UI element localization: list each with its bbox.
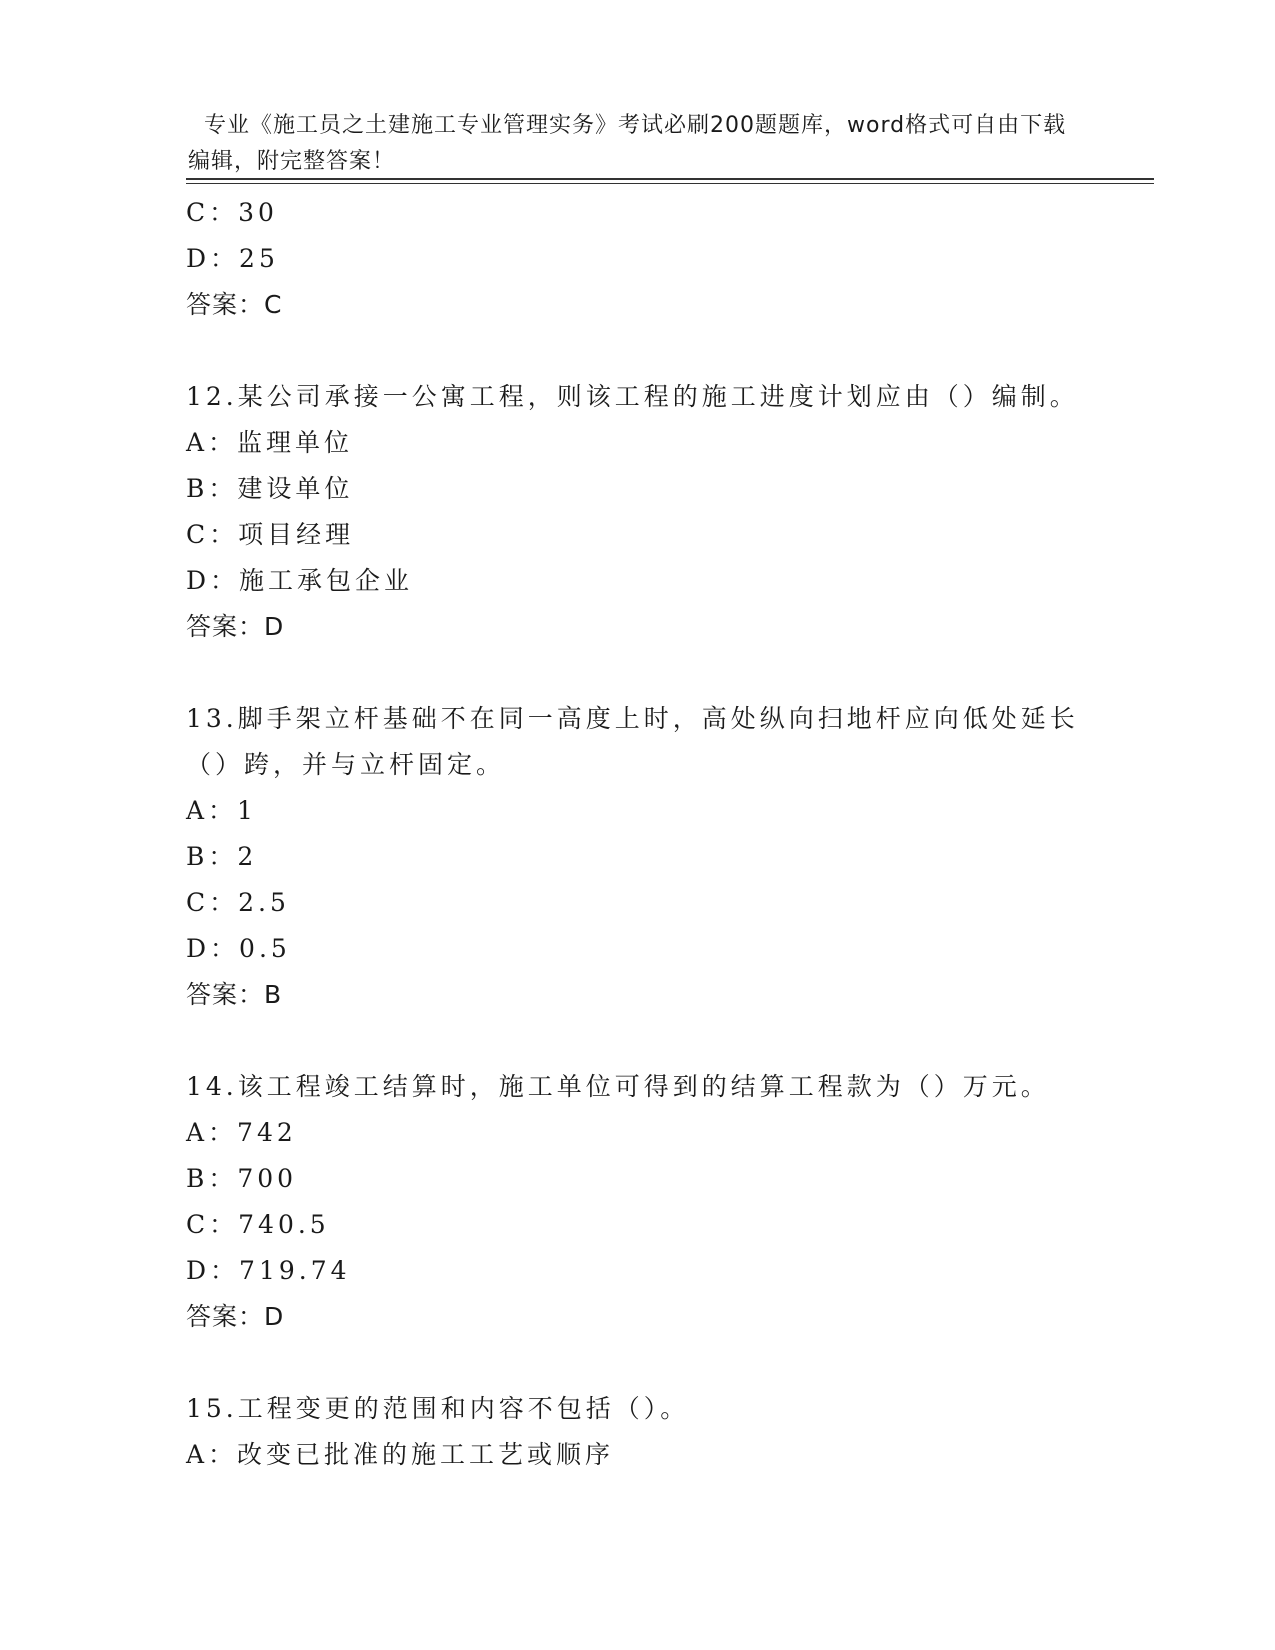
question-stem: 12.某公司承接一公寓工程，则该工程的施工进度计划应由（）编制。: [186, 382, 1079, 411]
option-d: D：0.5: [186, 934, 291, 963]
question-content: [186, 190, 1086, 1478]
question-15: [186, 1386, 1086, 1478]
header-divider-thick: [186, 178, 1154, 180]
option-a: A：742: [186, 1118, 297, 1147]
option-c: C：项目经理: [186, 520, 355, 549]
option-c: C：740.5: [186, 1210, 330, 1239]
question-stem: 14.该工程竣工结算时，施工单位可得到的结算工程款为（）万元。: [186, 1072, 1050, 1101]
option-b: B：建设单位: [186, 474, 354, 503]
option-d: D：施工承包企业: [186, 566, 414, 595]
question-stem: 15.工程变更的范围和内容不包括（）。: [186, 1394, 690, 1423]
option-a: A：监理单位: [186, 428, 354, 457]
question-stem: 13.脚手架立杆基础不在同一高度上时，高处纵向扫地杆应向低处延长（）跨，并与立杆固定。: [186, 704, 1079, 779]
answer-line: 答案：D: [186, 612, 285, 641]
question-14: [186, 1064, 1086, 1340]
header-title: 专业《施工员之土建施工专业管理实务》考试必刷200题题库，word格式可自由下载编辑，附完整答案！: [188, 113, 1067, 174]
option-a: A：1: [186, 796, 257, 825]
question-13: [186, 696, 1086, 1018]
document-header: [188, 72, 1088, 180]
option-d: D：25: [186, 244, 279, 273]
option-a: A：改变已批准的施工工艺或顺序: [186, 1440, 615, 1469]
option-c: C：30: [186, 198, 278, 227]
option-c: C：2.5: [186, 888, 290, 917]
header-divider-thin: [186, 183, 1154, 184]
answer-line: 答案：D: [186, 1302, 285, 1331]
option-b: B：700: [186, 1164, 298, 1193]
option-d: D：719.74: [186, 1256, 351, 1285]
answer-line: 答案：C: [186, 290, 283, 319]
question-12: [186, 374, 1086, 650]
answer-line: 答案：B: [186, 980, 283, 1009]
option-b: B：2: [186, 842, 258, 871]
question-11-continued: [186, 190, 1086, 328]
